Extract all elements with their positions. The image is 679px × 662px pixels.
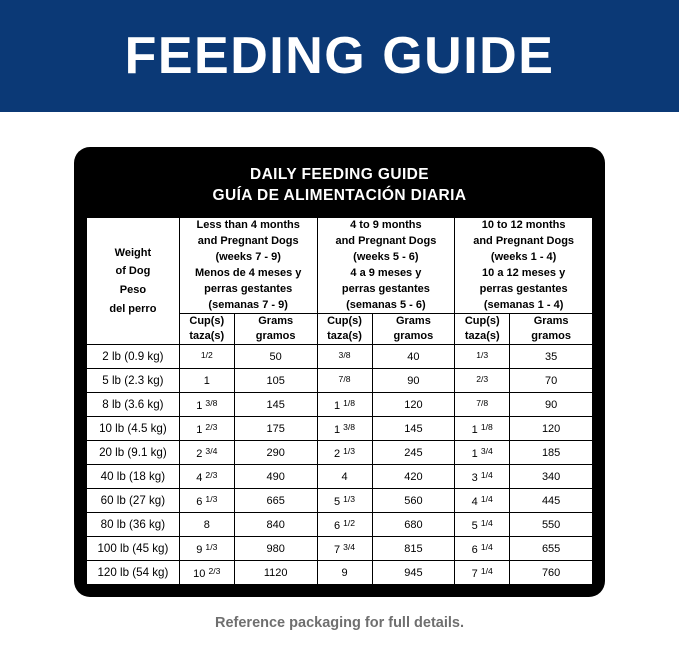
fraction: 1/3 (343, 493, 356, 504)
group-header-3 (455, 217, 593, 314)
group-2-es-line3: (semanas 5 - 6) (346, 298, 426, 311)
unit-header-grams-1 (234, 314, 317, 345)
cell-weight: 120 lb (54 kg) (87, 561, 180, 585)
group-2-en-line3: (weeks 5 - 6) (353, 250, 419, 263)
table-row (87, 537, 593, 561)
fraction: 1/3 (343, 445, 356, 456)
cell-cups-group-1: 1 $^{3/8}$ (179, 393, 234, 417)
cell-cups-group-3: 5 $^{1/4}$ (455, 513, 510, 537)
fraction: 1/3 (476, 349, 489, 360)
cell-grams-group-3: 760 (510, 561, 593, 585)
cell-cups-group-3 (455, 345, 510, 369)
weight-of-dog-header (87, 217, 180, 344)
group-2-es-line1: 4 a 9 meses y (350, 266, 422, 279)
table-row (87, 561, 593, 585)
cell-weight: 40 lb (18 kg) (87, 465, 180, 489)
cup-header-en-1: Cup(s) (189, 315, 225, 328)
group-1-es-line2: perras gestantes (204, 282, 293, 295)
group-1-en-line2: and Pregnant Dogs (197, 234, 299, 247)
cell-weight: 5 lb (2.3 kg) (87, 369, 180, 393)
cell-grams-group-2: 680 (372, 513, 455, 537)
weight-header-en-line1: Weight (114, 246, 152, 259)
group-1-es-line1: Menos de 4 meses y (194, 266, 302, 279)
cup-header-en-2: Cup(s) (327, 315, 362, 328)
cell-grams-group-1: 290 (234, 441, 317, 465)
cup-header-en-3: Cup(s) (464, 315, 500, 328)
unit-header-grams-3 (510, 314, 593, 345)
cell-grams-group-3: 550 (510, 513, 593, 537)
card-heading (86, 159, 593, 217)
fraction: 2/3 (476, 373, 489, 384)
group-3-en-line2: and Pregnant Dogs (473, 234, 575, 247)
cup-header-es-1: taza(s) (189, 330, 225, 343)
fraction: 1/4 (480, 517, 493, 528)
cell-grams-group-2: 815 (372, 537, 455, 561)
cell-cups-group-2: 2 $^{1/3}$ (317, 441, 372, 465)
table-head (87, 217, 593, 344)
cell-grams-group-3: 35 (510, 345, 593, 369)
cell-weight: 10 lb (4.5 kg) (87, 417, 180, 441)
cell-cups-group-2: 6 $^{1/2}$ (317, 513, 372, 537)
cell-cups-group-3: 3 $^{1/4}$ (455, 465, 510, 489)
cell-cups-group-1: 6 $^{1/3}$ (179, 489, 234, 513)
cell-cups-group-3: 1 $^{1/8}$ (455, 417, 510, 441)
fraction: 3/4 (343, 541, 356, 552)
cell-cups-group-1: 10 $^{2/3}$ (179, 561, 234, 585)
fraction: 1/8 (343, 397, 356, 408)
fraction: 7/8 (476, 397, 489, 408)
fraction: 2/3 (205, 421, 218, 432)
gram-header-en-1: Grams (258, 315, 294, 328)
cell-cups-group-3: 4 $^{1/4}$ (455, 489, 510, 513)
cell-cups-group-1: 9 $^{1/3}$ (179, 537, 234, 561)
fraction: 1/4 (480, 469, 493, 480)
table-row (87, 369, 593, 393)
cup-header-es-2: taza(s) (327, 330, 362, 343)
unit-header-grams-2 (372, 314, 455, 345)
table-row (87, 465, 593, 489)
card-title-en: DAILY FEEDING GUIDE (250, 166, 429, 183)
fraction: 1/8 (480, 421, 493, 432)
cell-grams-group-3: 70 (510, 369, 593, 393)
cell-grams-group-1: 175 (234, 417, 317, 441)
group-2-es-line2: perras gestantes (341, 282, 430, 295)
cell-cups-group-3 (455, 393, 510, 417)
cell-grams-group-2: 945 (372, 561, 455, 585)
cell-weight: 2 lb (0.9 kg) (87, 345, 180, 369)
table-row (87, 441, 593, 465)
group-1-es-line3: (semanas 7 - 9) (208, 298, 288, 311)
cell-cups-group-1 (179, 345, 234, 369)
unit-header-cups-1 (179, 314, 234, 345)
unit-header-cups-2 (317, 314, 372, 345)
cell-grams-group-1: 980 (234, 537, 317, 561)
cell-grams-group-2: 560 (372, 489, 455, 513)
weight-header-en-line2: of Dog (115, 265, 151, 278)
cup-header-es-3: taza(s) (464, 330, 500, 343)
weight-header-es-line1: Peso (119, 284, 147, 296)
weight-header-es-line2: del perro (109, 302, 157, 315)
cell-cups-group-1: 8 (179, 513, 234, 537)
cell-grams-group-1: 50 (234, 345, 317, 369)
cell-grams-group-3: 120 (510, 417, 593, 441)
group-3-en-line1: 10 to 12 months (481, 218, 566, 231)
fraction: 3/8 (205, 397, 218, 408)
cell-grams-group-2: 40 (372, 345, 455, 369)
fraction: 3/8 (338, 349, 351, 360)
cell-grams-group-2: 145 (372, 417, 455, 441)
footer-note: Reference packaging for full details. (215, 615, 464, 632)
cell-grams-group-3: 445 (510, 489, 593, 513)
cell-cups-group-2: 5 $^{1/3}$ (317, 489, 372, 513)
cell-cups-group-2: 4 (317, 465, 372, 489)
fraction: 2/3 (208, 565, 221, 576)
group-header-row (87, 217, 593, 314)
gram-header-es-2: gramos (393, 330, 434, 343)
group-3-es-line3: (semanas 1 - 4) (483, 298, 564, 311)
gram-header-en-3: Grams (533, 315, 569, 328)
group-2-en-line2: and Pregnant Dogs (335, 234, 437, 247)
group-2-en-line1: 4 to 9 months (350, 218, 422, 231)
cell-cups-group-2: 1 $^{1/8}$ (317, 393, 372, 417)
page-title: FEEDING GUIDE (124, 27, 555, 85)
feeding-table-card (74, 147, 605, 597)
cell-cups-group-2: 1 $^{3/8}$ (317, 417, 372, 441)
group-3-es-line2: perras gestantes (479, 282, 568, 295)
fraction: 3/4 (480, 445, 493, 456)
group-1-en-line1: Less than 4 months (196, 218, 300, 231)
card-title-es: GUÍA DE ALIMENTACIÓN DIARIA (212, 186, 467, 204)
cell-grams-group-3: 185 (510, 441, 593, 465)
cell-cups-group-1: 4 $^{2/3}$ (179, 465, 234, 489)
cell-cups-group-2 (317, 369, 372, 393)
table-row (87, 513, 593, 537)
cell-grams-group-1: 490 (234, 465, 317, 489)
fraction: 1/4 (480, 541, 493, 552)
cell-weight: 60 lb (27 kg) (87, 489, 180, 513)
cell-cups-group-1: 2 $^{3/4}$ (179, 441, 234, 465)
gram-header-es-3: gramos (531, 330, 571, 343)
fraction: 7/8 (338, 373, 351, 384)
table-body (87, 345, 593, 585)
cell-cups-group-2 (317, 345, 372, 369)
table-row (87, 345, 593, 369)
group-3-en-line3: (weeks 1 - 4) (490, 250, 557, 263)
unit-header-cups-3 (455, 314, 510, 345)
fraction: 1/2 (343, 517, 356, 528)
header-banner (0, 0, 679, 112)
cell-grams-group-3: 90 (510, 393, 593, 417)
table-row (87, 393, 593, 417)
fraction: 1/3 (205, 493, 218, 504)
cell-cups-group-2: 7 $^{3/4}$ (317, 537, 372, 561)
cell-weight: 8 lb (3.6 kg) (87, 393, 180, 417)
table-row (87, 417, 593, 441)
cell-weight: 80 lb (36 kg) (87, 513, 180, 537)
group-3-es-line1: 10 a 12 meses y (482, 266, 566, 279)
fraction: 1/2 (200, 349, 213, 360)
gram-header-es-1: gramos (255, 330, 296, 343)
cell-cups-group-3 (455, 369, 510, 393)
cell-cups-group-1: 1 $^{2/3}$ (179, 417, 234, 441)
cell-grams-group-1: 145 (234, 393, 317, 417)
cell-grams-group-3: 655 (510, 537, 593, 561)
cell-cups-group-3: 7 $^{1/4}$ (455, 561, 510, 585)
table-card-wrapper (0, 112, 679, 597)
cell-cups-group-3: 1 $^{3/4}$ (455, 441, 510, 465)
daily-feeding-table (86, 217, 593, 585)
group-1-en-line3: (weeks 7 - 9) (215, 250, 281, 263)
gram-header-en-2: Grams (395, 315, 431, 328)
cell-cups-group-1: 1 (179, 369, 234, 393)
fraction: 1/3 (205, 541, 218, 552)
cell-weight: 100 lb (45 kg) (87, 537, 180, 561)
cell-cups-group-2: 9 (317, 561, 372, 585)
cell-grams-group-1: 105 (234, 369, 317, 393)
cell-grams-group-3: 340 (510, 465, 593, 489)
cell-grams-group-1: 665 (234, 489, 317, 513)
cell-weight: 20 lb (9.1 kg) (87, 441, 180, 465)
cell-grams-group-2: 90 (372, 369, 455, 393)
cell-grams-group-1: 1120 (234, 561, 317, 585)
cell-cups-group-3: 6 $^{1/4}$ (455, 537, 510, 561)
cell-grams-group-2: 245 (372, 441, 455, 465)
cell-grams-group-2: 120 (372, 393, 455, 417)
group-header-1 (179, 217, 317, 314)
fraction: 1/4 (480, 493, 493, 504)
fraction: 3/8 (343, 421, 356, 432)
group-header-2 (317, 217, 455, 314)
fraction: 1/4 (480, 565, 493, 576)
table-row (87, 489, 593, 513)
fraction: 3/4 (205, 445, 218, 456)
cell-grams-group-1: 840 (234, 513, 317, 537)
cell-grams-group-2: 420 (372, 465, 455, 489)
fraction: 2/3 (205, 469, 218, 480)
